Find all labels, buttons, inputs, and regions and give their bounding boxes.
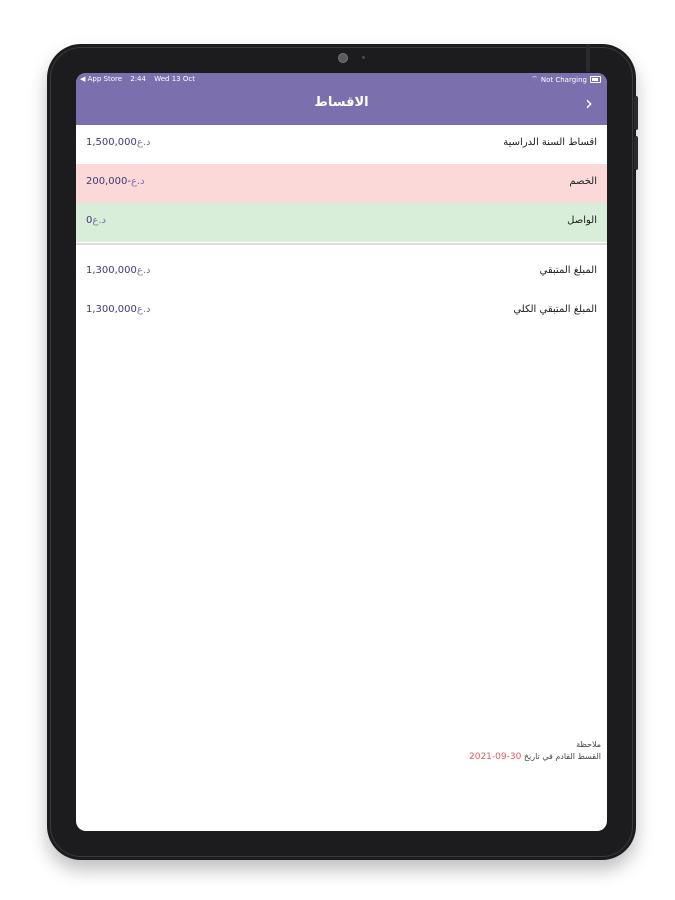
next-installment-date: 30-09-2021 (469, 752, 522, 762)
row-discount (76, 164, 607, 203)
status-bar-right (531, 75, 601, 84)
currency: د.ع (130, 176, 145, 187)
received-value: 0 (86, 215, 93, 226)
remaining-label: المبلغ المتبقي (539, 265, 597, 276)
charging-status: Not Charging (540, 75, 587, 84)
chevron-right-icon: › (585, 91, 593, 115)
back-button[interactable] (579, 91, 599, 115)
row-remaining (76, 253, 607, 292)
currency: د.ع (92, 215, 106, 226)
installments-list (76, 125, 607, 242)
status-bar-left (80, 75, 201, 83)
top-button (586, 44, 590, 72)
battery-icon (590, 76, 601, 83)
tuition-label: اقساط السنة الدراسية (503, 137, 597, 148)
status-date: Wed 13 Oct (154, 75, 195, 83)
currency: د.ع (136, 137, 151, 148)
currency: د.ع (136, 265, 151, 276)
note-title: ملاحظة (576, 740, 601, 749)
app-screen (76, 73, 607, 831)
received-amount (86, 215, 110, 226)
total-remaining-value: 1,300,000 (86, 304, 137, 315)
row-received (76, 203, 607, 242)
total-remaining-amount (86, 304, 155, 315)
received-label: الواصل (567, 215, 597, 226)
note-line (469, 752, 601, 762)
note-text: القسط القادم في تاريخ (523, 752, 601, 761)
tuition-amount (86, 137, 155, 148)
discount-amount (86, 176, 149, 187)
note-section (469, 740, 601, 762)
total-remaining-label: المبلغ المتبقي الكلي (513, 304, 597, 315)
navigation-bar (76, 73, 607, 125)
back-to-app-link[interactable]: ◀ App Store (80, 75, 123, 83)
row-tuition (76, 125, 607, 164)
ambient-sensor (362, 56, 365, 59)
wifi-icon: ⌔ (531, 75, 538, 83)
tuition-value: 1,500,000 (86, 137, 137, 148)
volume-up-button (634, 96, 638, 130)
remaining-value: 1,300,000 (86, 265, 137, 276)
page-title: الاقساط (314, 95, 369, 110)
row-total-remaining (76, 292, 607, 331)
discount-value: -200,000 (86, 176, 131, 187)
remaining-amount (86, 265, 155, 276)
front-camera (338, 53, 348, 63)
volume-down-button (634, 136, 638, 170)
discount-label: الخصم (569, 176, 597, 187)
currency: د.ع (136, 304, 151, 315)
section-divider (76, 243, 607, 245)
status-time: 2:44 (130, 75, 146, 83)
